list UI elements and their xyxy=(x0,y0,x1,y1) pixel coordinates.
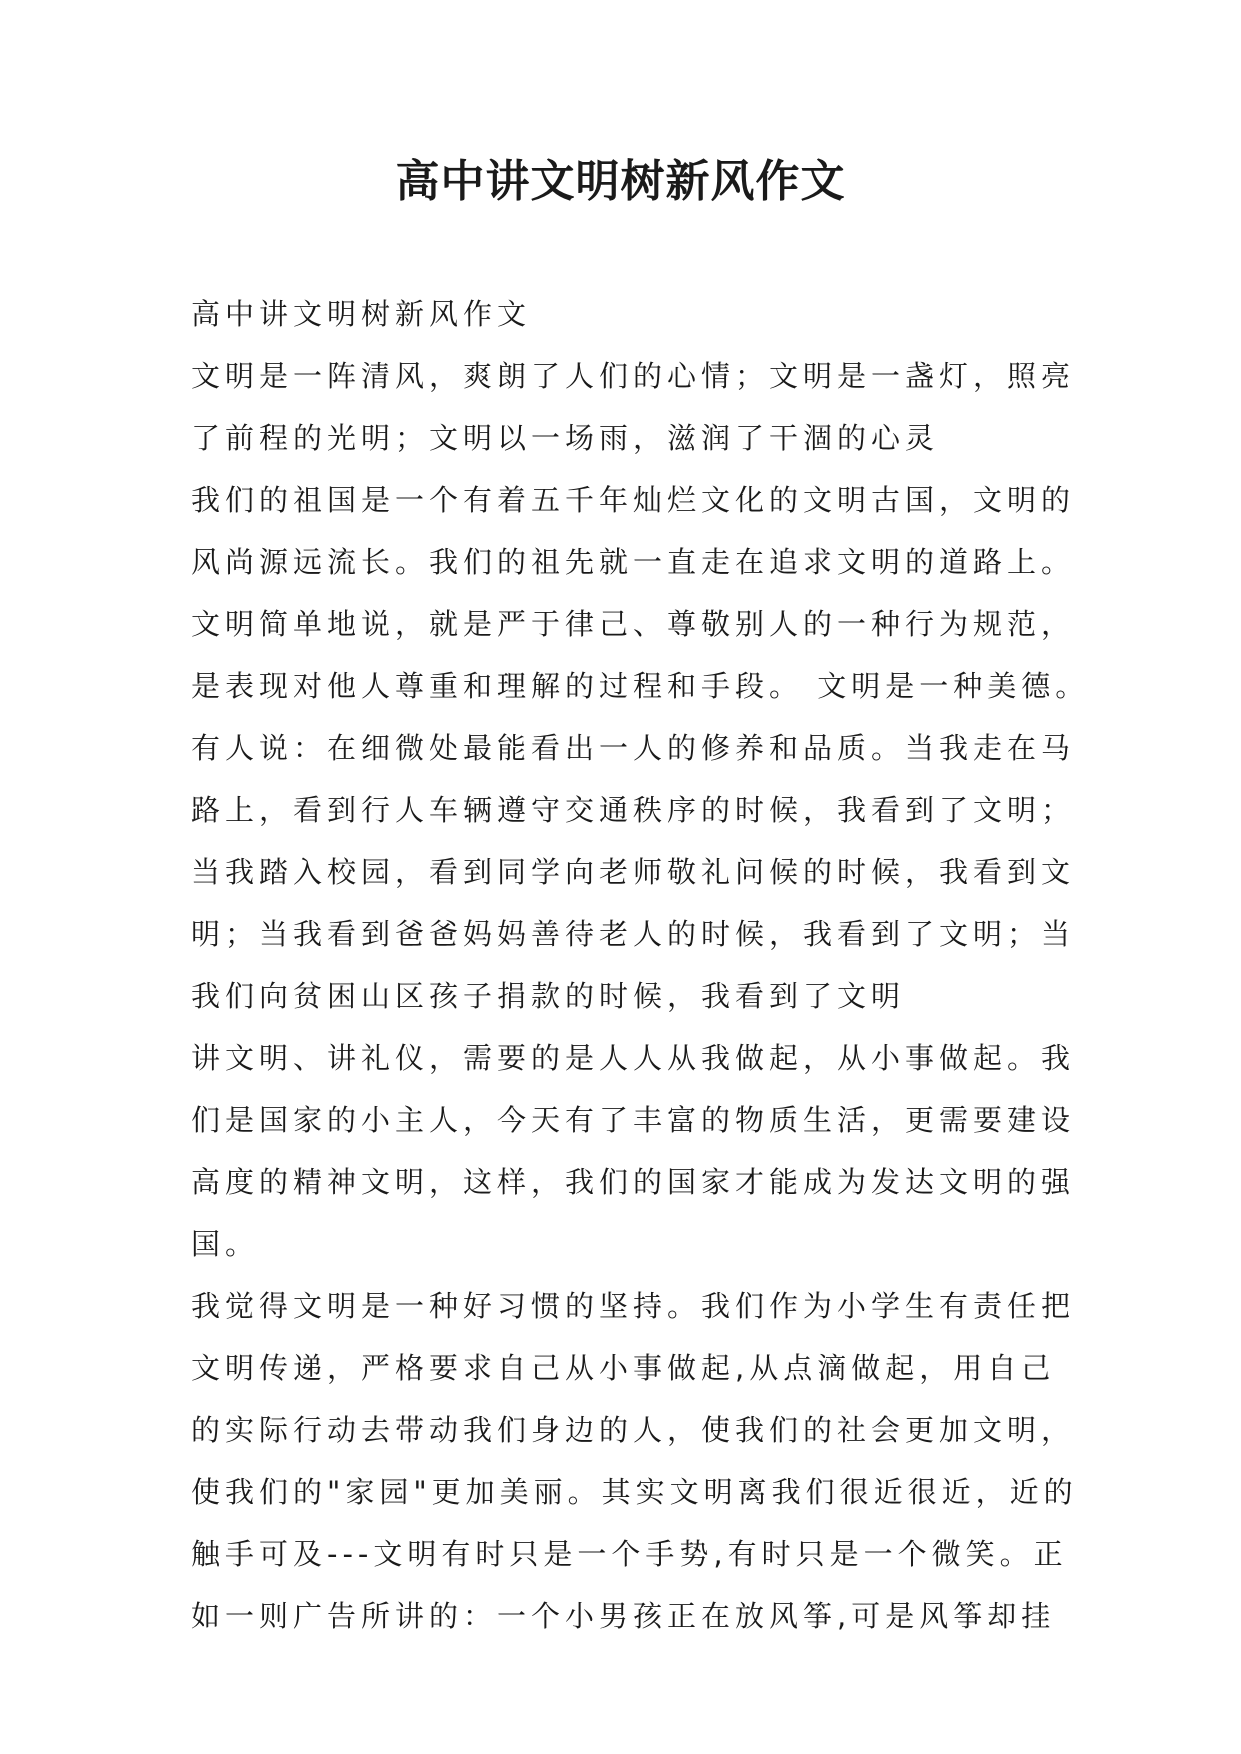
body-line: 文明简单地说，就是严于律己、尊敬别人的一种行为规范， xyxy=(191,607,1076,641)
body-line: 的实际行动去带动我们身边的人，使我们的社会更加文明， xyxy=(191,1413,1076,1447)
body-line: 高度的精神文明，这样，我们的国家才能成为发达文明的强 xyxy=(191,1165,1076,1199)
body-line: 明；当我看到爸爸妈妈善待老人的时候，我看到了文明；当 xyxy=(191,917,1076,951)
body-line: 国。 xyxy=(191,1227,260,1261)
body-line: 了前程的光明；文明以一场雨，滋润了干涸的心灵 xyxy=(191,421,940,455)
body-line: 如一则广告所讲的：一个小男孩正在放风筝,可是风筝却挂 xyxy=(191,1599,1056,1633)
body-line: 有人说：在细微处最能看出一人的修养和品质。当我走在马 xyxy=(191,731,1076,765)
body-line: 我们的祖国是一个有着五千年灿烂文化的文明古国，文明的 xyxy=(191,483,1076,517)
body-line: 路上，看到行人车辆遵守交通秩序的时候，我看到了文明； xyxy=(191,793,1076,827)
body-line: 当我踏入校园，看到同学向老师敬礼问候的时候，我看到文 xyxy=(191,855,1076,889)
body-line: 我们向贫困山区孩子捐款的时候，我看到了文明 xyxy=(191,979,906,1013)
document-title: 高中讲文明树新风作文 xyxy=(395,156,846,207)
body-line: 文明是一阵清风，爽朗了人们的心情；文明是一盏灯，照亮 xyxy=(191,359,1076,393)
body-line: 文明传递，严格要求自己从小事做起,从点滴做起，用自己 xyxy=(191,1351,1056,1385)
body-line: 使我们的"家园"更加美丽。其实文明离我们很近很近，近的 xyxy=(191,1475,1078,1509)
body-line: 们是国家的小主人，今天有了丰富的物质生活，更需要建设 xyxy=(191,1103,1076,1137)
body-line: 风尚源远流长。我们的祖先就一直走在追求文明的道路上。 xyxy=(191,545,1076,579)
body-line: 是表现对他人尊重和理解的过程和手段。 文明是一种美德。 xyxy=(191,669,1090,703)
body-line: 高中讲文明树新风作文 xyxy=(191,297,532,331)
document-body xyxy=(191,283,1090,1647)
body-line: 讲文明、讲礼仪，需要的是人人从我做起，从小事做起。我 xyxy=(191,1041,1076,1075)
body-line: 我觉得文明是一种好习惯的坚持。我们作为小学生有责任把 xyxy=(191,1289,1076,1323)
body-line: 触手可及---文明有时只是一个手势,有时只是一个微笑。正 xyxy=(191,1537,1068,1571)
